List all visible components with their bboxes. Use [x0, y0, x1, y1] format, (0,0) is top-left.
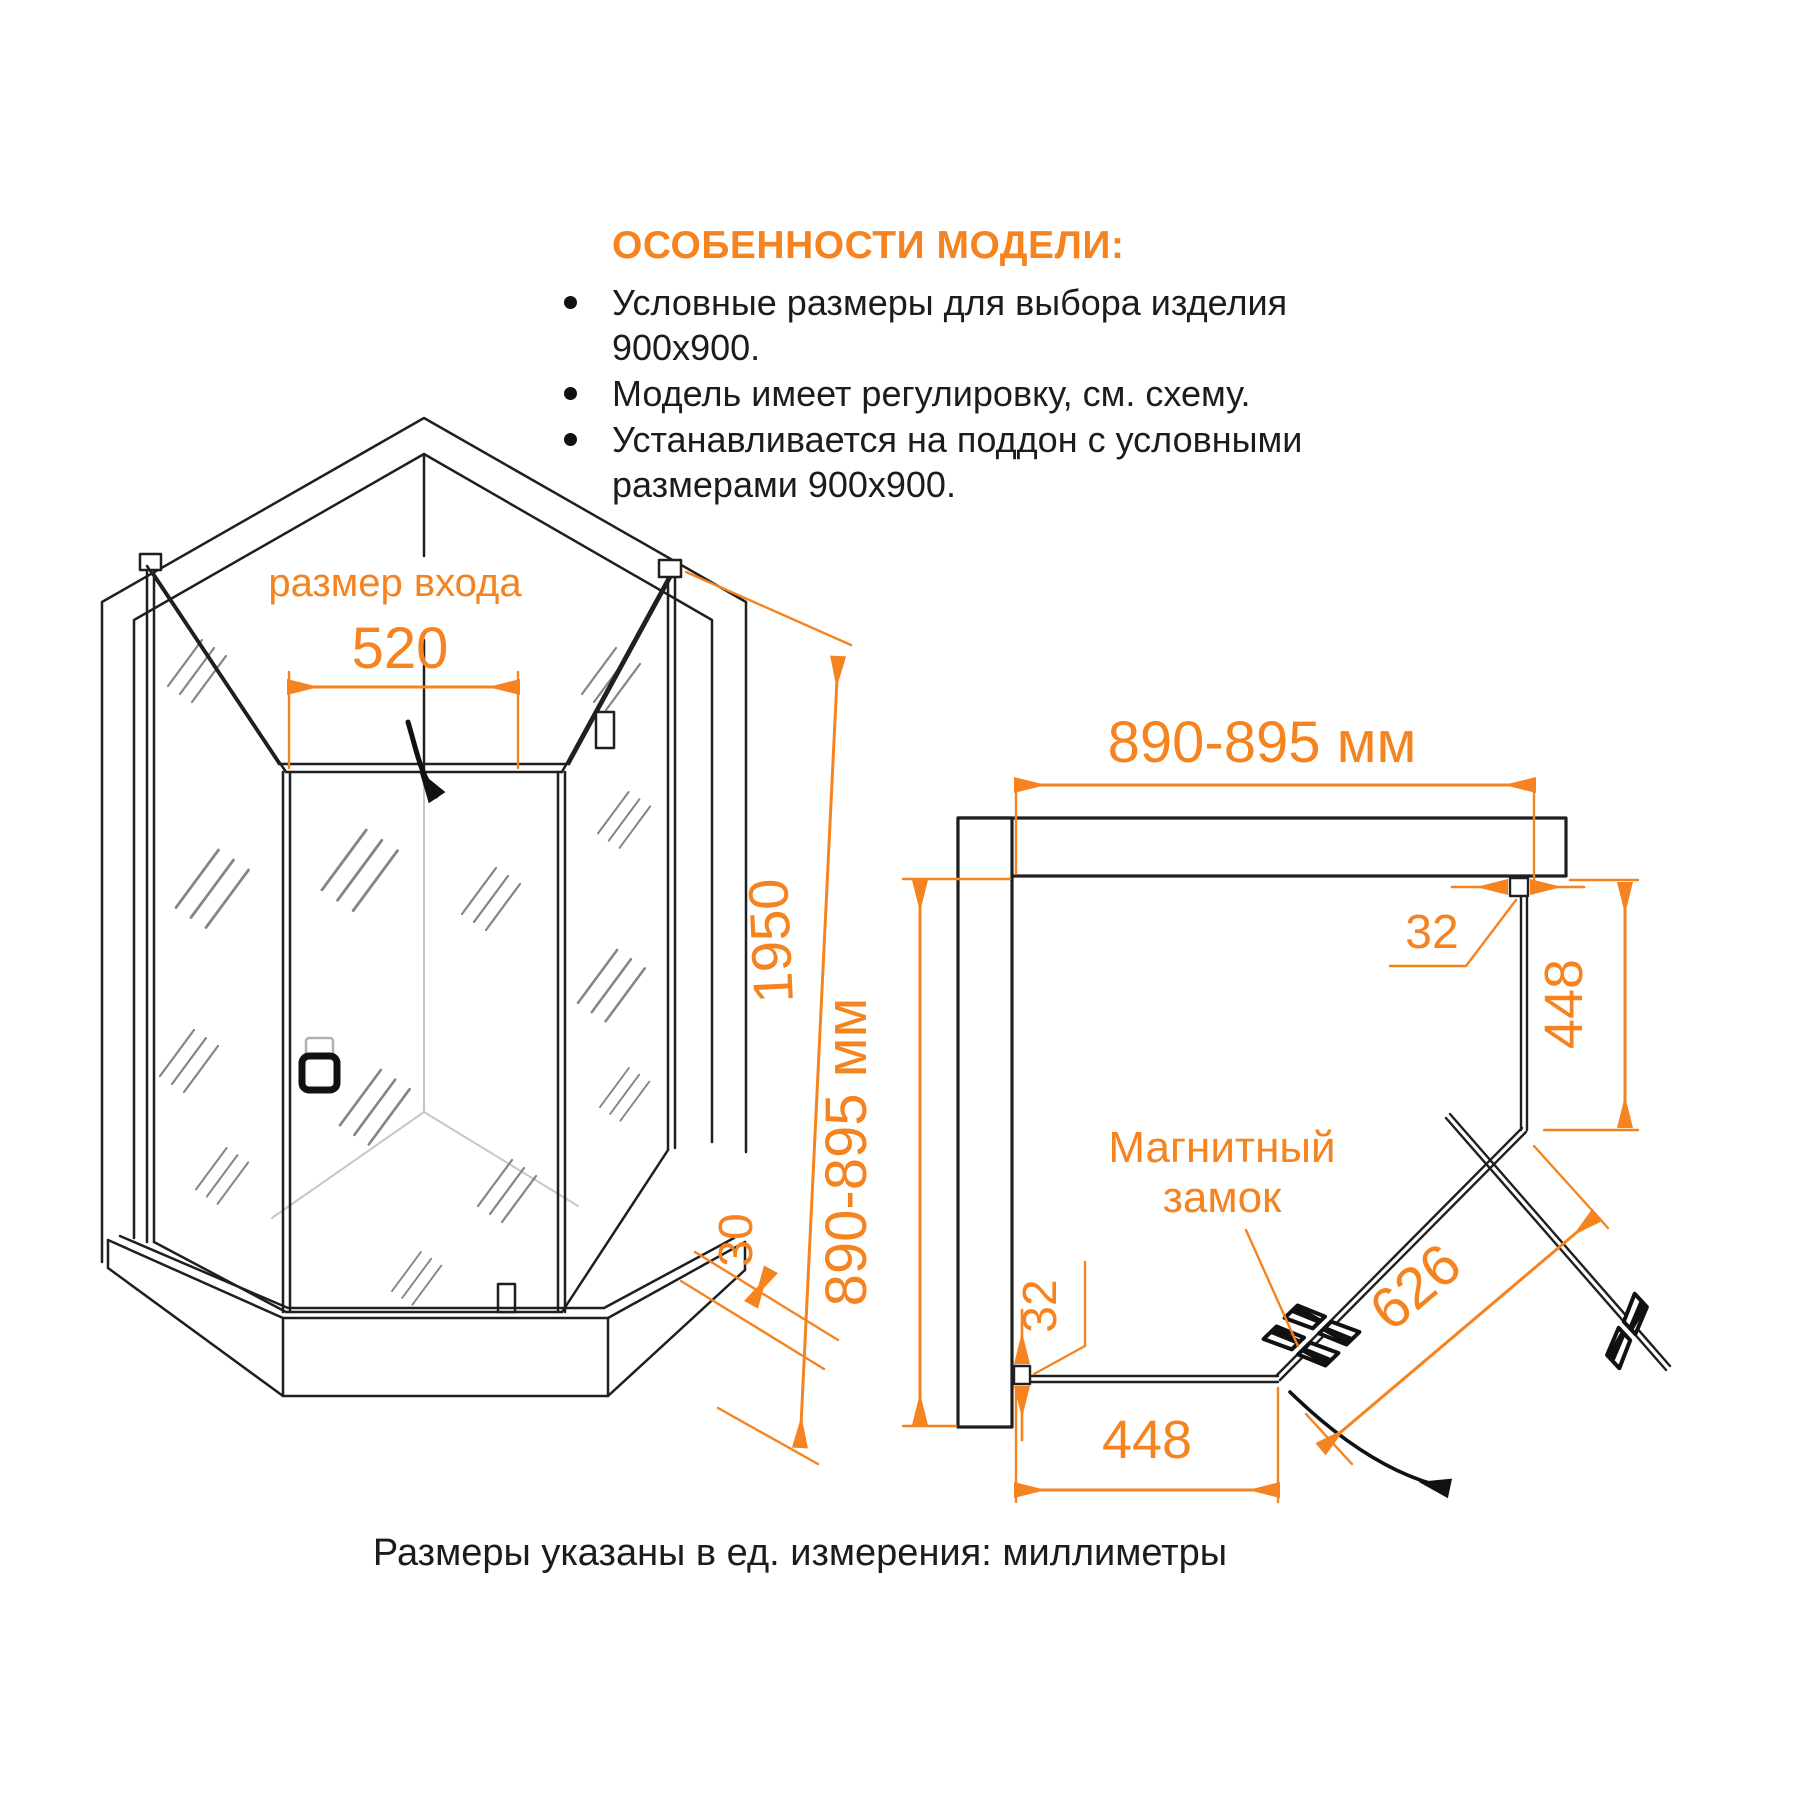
dimension-448-right [1534, 880, 1638, 1130]
perspective-view [102, 418, 851, 1464]
gap-bottom-value: 32 [1014, 1279, 1067, 1333]
lock-label-line2: замок [1162, 1173, 1282, 1222]
shower-tray [108, 1236, 745, 1396]
adjust-profile-top [1510, 878, 1528, 896]
door-handle [302, 1038, 337, 1090]
height-value: 1950 [736, 877, 806, 1005]
right-glass-panel [1521, 896, 1527, 1130]
dimension-entry-width [268, 561, 522, 768]
bottom-glass-panel [1030, 1376, 1278, 1382]
top-wall [958, 818, 1566, 876]
features-list [556, 280, 1416, 507]
entry-size-label: размер входа [268, 561, 522, 605]
panel-bottom-value: 448 [1101, 1410, 1193, 1470]
features-title: ОСОБЕННОСТИ МОДЕЛИ: [612, 224, 1125, 267]
panel-right-value: 448 [1534, 958, 1594, 1050]
features-block [556, 224, 1456, 508]
dimension-32-top [1390, 887, 1584, 966]
adjust-profile-bottom [1014, 1366, 1030, 1384]
dimension-448-bottom [1016, 1388, 1278, 1502]
left-wall [958, 818, 1012, 1427]
door-swing-arrow-icon [408, 722, 436, 796]
units-note: Размеры указаны в ед. измерения: миллиметры [372, 1532, 1228, 1574]
door-width-value: 626 [1357, 1231, 1474, 1344]
dimension-32-bottom [1014, 1262, 1085, 1440]
top-view [814, 710, 1670, 1502]
tray-height-value: 30 [710, 1213, 763, 1267]
depth-value: 890-895 мм [814, 997, 879, 1307]
entry-width-value: 520 [351, 616, 449, 681]
width-value: 890-895 мм [1107, 710, 1417, 775]
feature-item: Модель имеет регулировку, см. схему. [556, 371, 1416, 416]
feature-item: Устанавливается на поддон с условными размерами 900x900. [556, 417, 1416, 507]
feature-item: Условные размеры для выбора изделия 900x900. [556, 280, 1416, 370]
gap-top-value: 32 [1405, 906, 1459, 959]
lock-label-line1: Магнитный [1108, 1123, 1336, 1172]
top-tab [596, 712, 614, 748]
floor-lines [272, 772, 578, 1218]
